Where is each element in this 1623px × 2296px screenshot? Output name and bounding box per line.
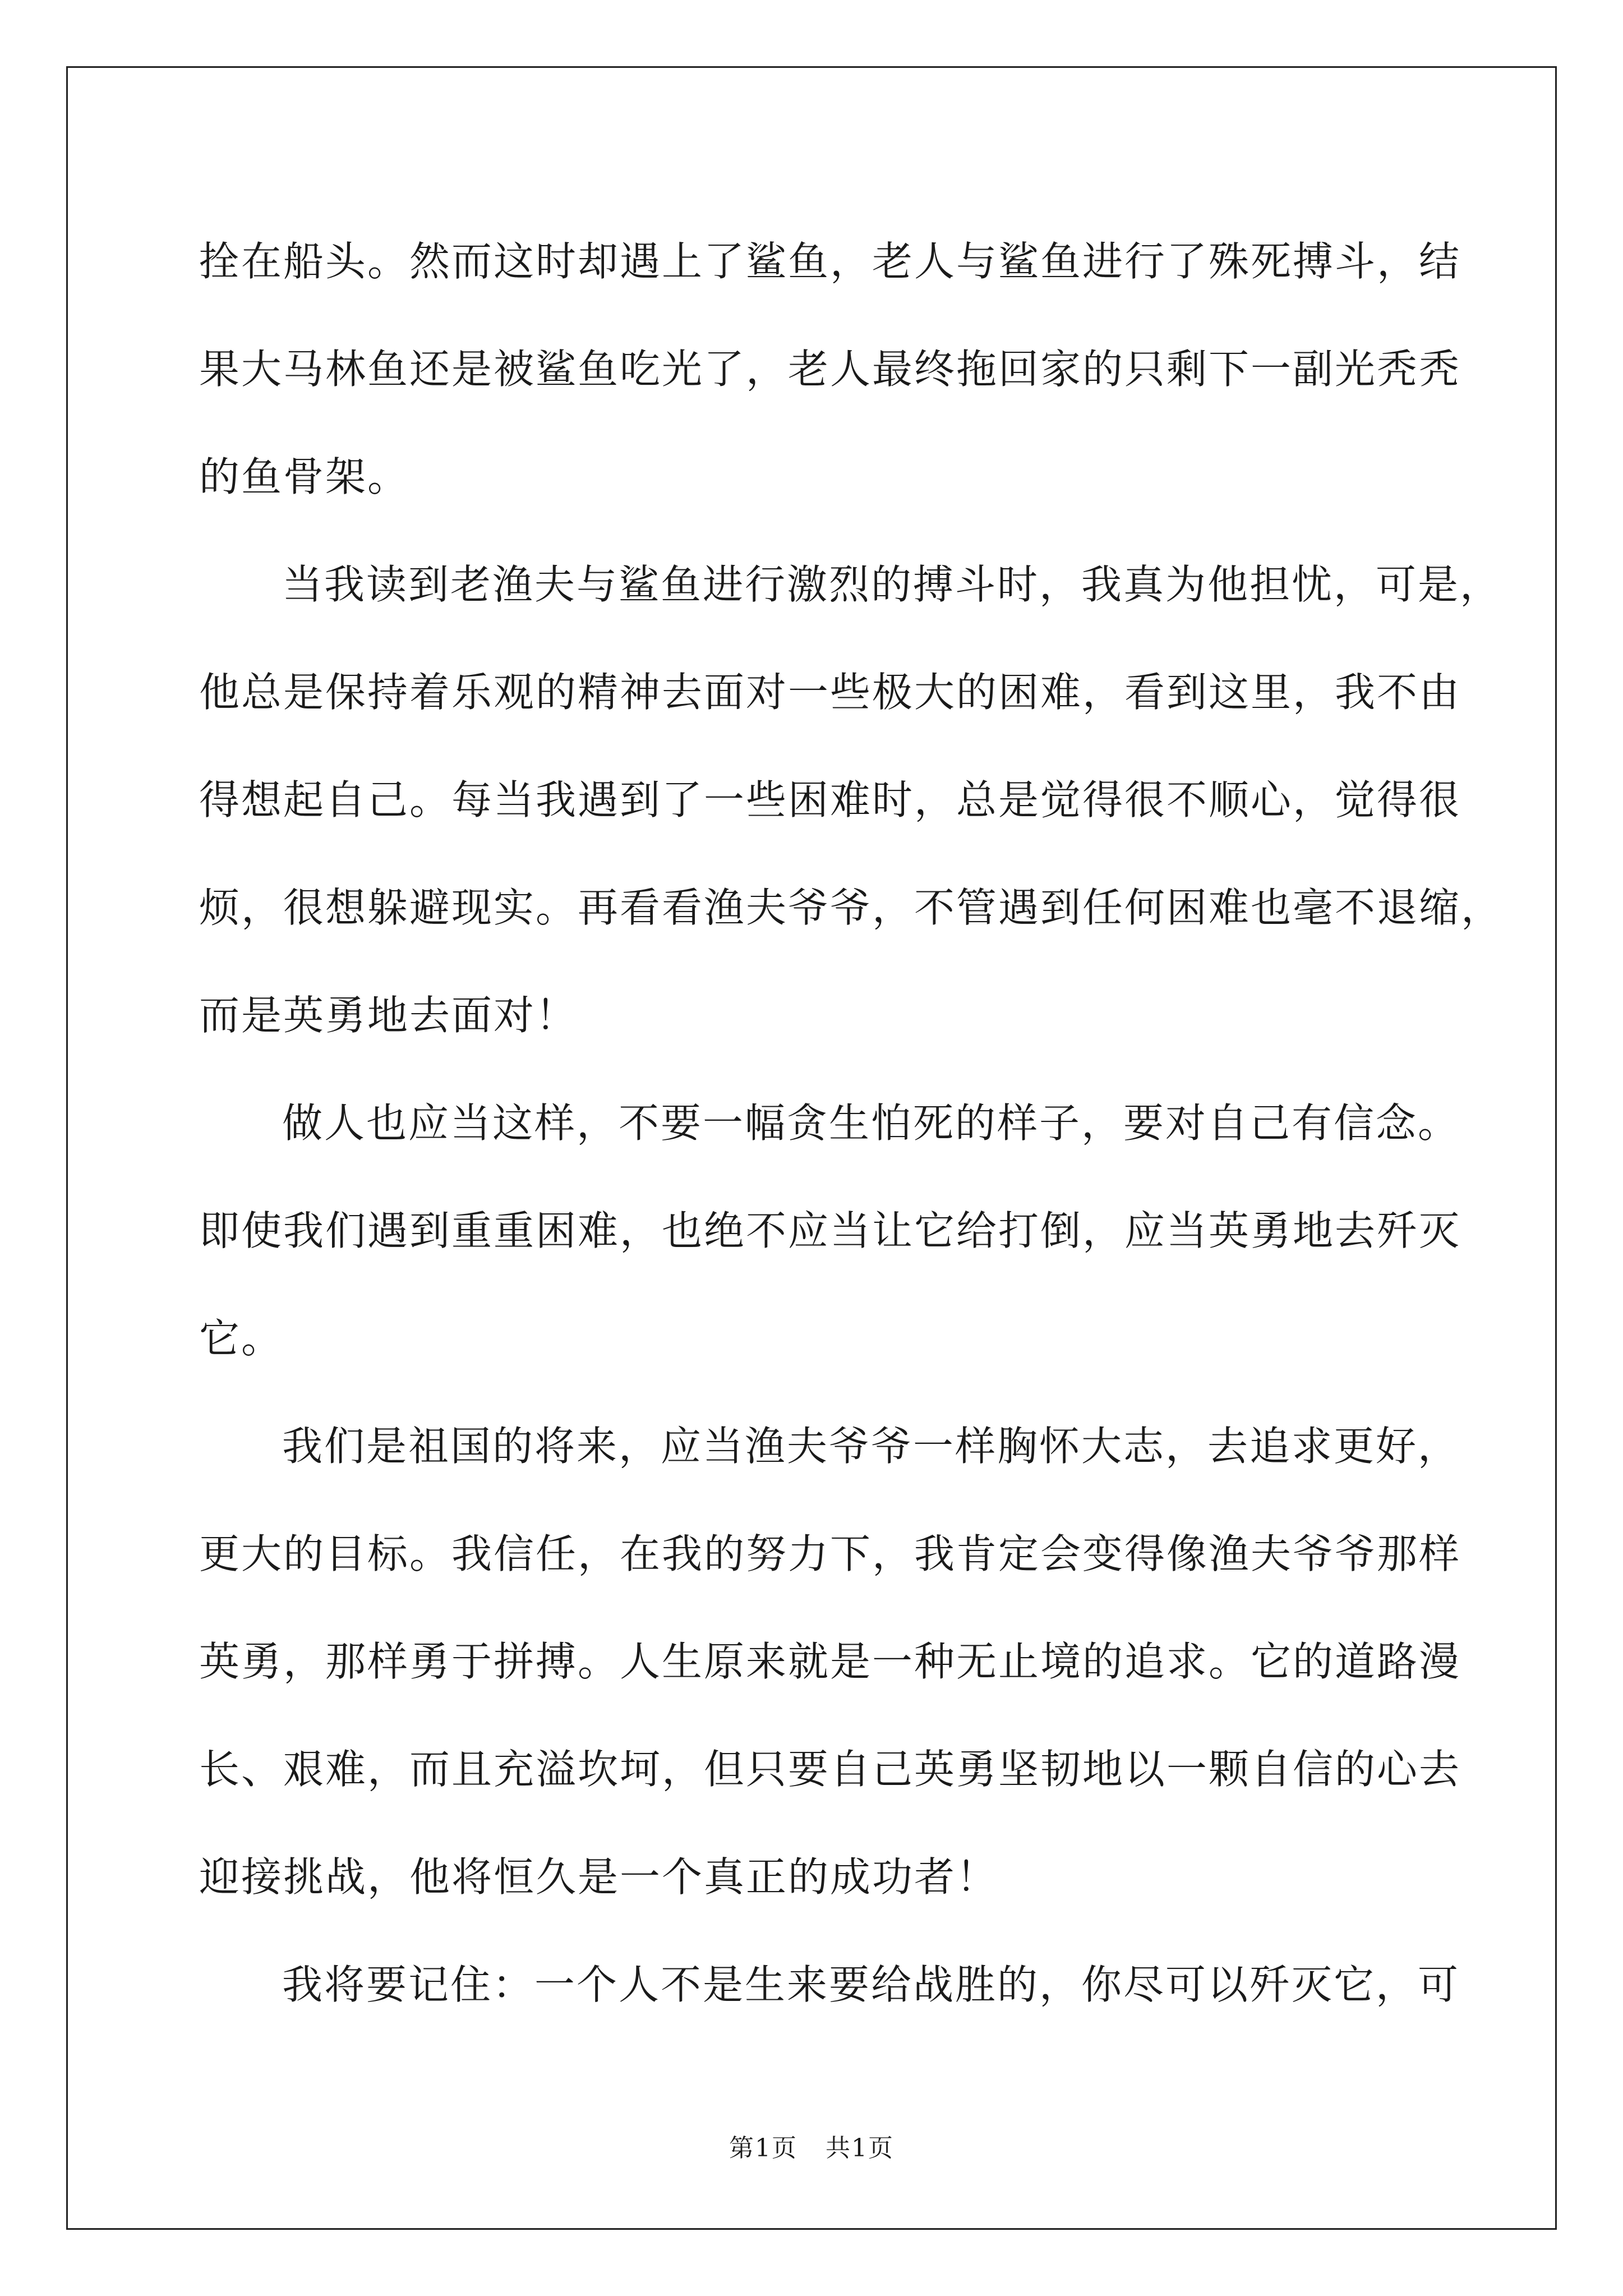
text-line: 而是英勇地去面对！ — [199, 992, 578, 1039]
page-total: 共1页 — [826, 2134, 894, 2162]
document-body — [199, 208, 1504, 2039]
text-line: 烦，很想躲避现实。再看看渔夫爷爷，不管遇到任何困难也毫不退缩， — [199, 884, 1504, 931]
text-line: 我将要记住：一个人不是生来要给战胜的，你尽可以歼灭它，可 — [282, 1961, 1460, 2008]
text-line: 果大马林鱼还是被鲨鱼吃光了，老人最终拖回家的只剩下一副光秃秃 — [199, 346, 1461, 393]
text-line: 即使我们遇到重重困难，也绝不应当让它给打倒，应当英勇地去歼灭 — [199, 1207, 1461, 1254]
text-line: 迎接挑战，他将恒久是一个真正的成功者！ — [199, 1853, 999, 1901]
text-line: 更大的目标。我信任，在我的努力下，我肯定会变得像渔夫爷爷那样 — [199, 1530, 1461, 1577]
text-line: 长、艰难，而且充溢坎坷，但只要自己英勇坚韧地以一颗自信的心去 — [199, 1746, 1461, 1793]
page-number: 第1页 — [729, 2134, 797, 2162]
text-line: 我们是祖国的将来，应当渔夫爷爷一样胸怀大志，去追求更好， — [282, 1423, 1460, 1470]
text-line: 它。 — [199, 1315, 284, 1362]
text-line: 得想起自己。每当我遇到了一些困难时，总是觉得很不顺心，觉得很 — [199, 776, 1461, 823]
text-line: 英勇，那样勇于拼搏。人生原来就是一种无止境的追求。它的道路漫 — [199, 1638, 1461, 1685]
text-line: 当我读到老渔夫与鲨鱼进行激烈的搏斗时，我真为他担忧，可是， — [282, 561, 1502, 608]
page-footer — [0, 2132, 1623, 2165]
text-line: 的鱼骨架。 — [199, 453, 410, 500]
text-line: 拴在船头。然而这时却遇上了鲨鱼，老人与鲨鱼进行了殊死搏斗，结 — [199, 238, 1461, 285]
text-line: 做人也应当这样，不要一幅贪生怕死的样子，要对自己有信念。 — [282, 1099, 1460, 1147]
text-line: 他总是保持着乐观的精神去面对一些极大的困难，看到这里，我不由 — [199, 669, 1461, 716]
